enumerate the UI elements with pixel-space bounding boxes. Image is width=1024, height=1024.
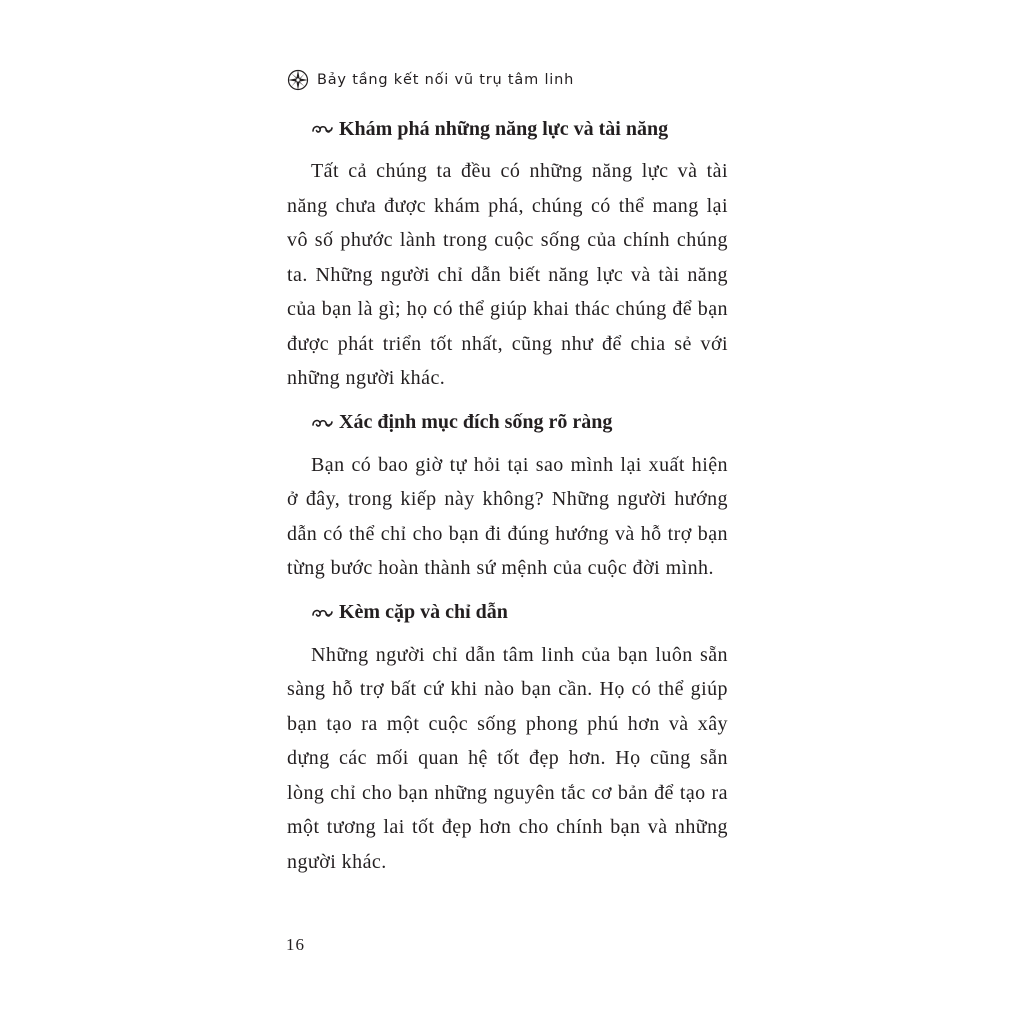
section-heading-text: Kèm cặp và chỉ dẫn — [339, 601, 508, 623]
scroll-ornament-icon — [311, 416, 335, 430]
section-paragraph-purpose: Bạn có bao giờ tự hỏi tại sao mình lại xuất hiện ở đây, trong kiếp này không? Những người hướng dẫn có thể chỉ cho bạn đi đúng hướng và hỗ trợ bạn từng bước hoàn thành sứ mệnh của cuộc đời mình. — [287, 453, 728, 579]
running-header-title: Bảy tầng kết nối vũ trụ tâm linh — [317, 72, 575, 88]
body-text-column — [287, 112, 728, 879]
section-heading-purpose — [287, 406, 728, 440]
scroll-ornament-icon — [311, 606, 335, 620]
section-heading-text: Khám phá những năng lực và tài năng — [339, 117, 669, 140]
running-header — [287, 66, 574, 94]
scroll-ornament-icon — [311, 122, 335, 136]
compass-star-icon — [287, 69, 309, 91]
section-heading-text: Xác định mục đích sống rõ ràng — [339, 411, 613, 433]
section-heading-abilities — [287, 112, 728, 146]
section-heading-mentoring — [287, 596, 728, 630]
section-paragraph-abilities: Tất cả chúng ta đều có những năng lực và tài năng chưa được khám phá, chúng có thể mang lại vô số phước lành trong cuộc sống của chính chúng ta. Những người chỉ dẫn biết năng lực và tài năng của bạn là gì; họ có thể giúp khai thác chúng để bạn được phát triển tốt nhất, cũng như để chia sẻ với những người khác. — [287, 160, 728, 389]
page-number: 16 — [286, 935, 305, 954]
section-paragraph-mentoring: Những người chỉ dẫn tâm linh của bạn luôn sẵn sàng hỗ trợ bất cứ khi nào bạn cần. Họ có thể giúp bạn tạo ra một cuộc sống phong phú hơn và xây dựng các mối quan hệ tốt đẹp hơn. Họ cũng sẵn lòng chỉ cho bạn những nguyên tắc cơ bản để tạo ra một tương lai tốt đẹp hơn cho chính bạn và những người khác. — [287, 643, 728, 873]
